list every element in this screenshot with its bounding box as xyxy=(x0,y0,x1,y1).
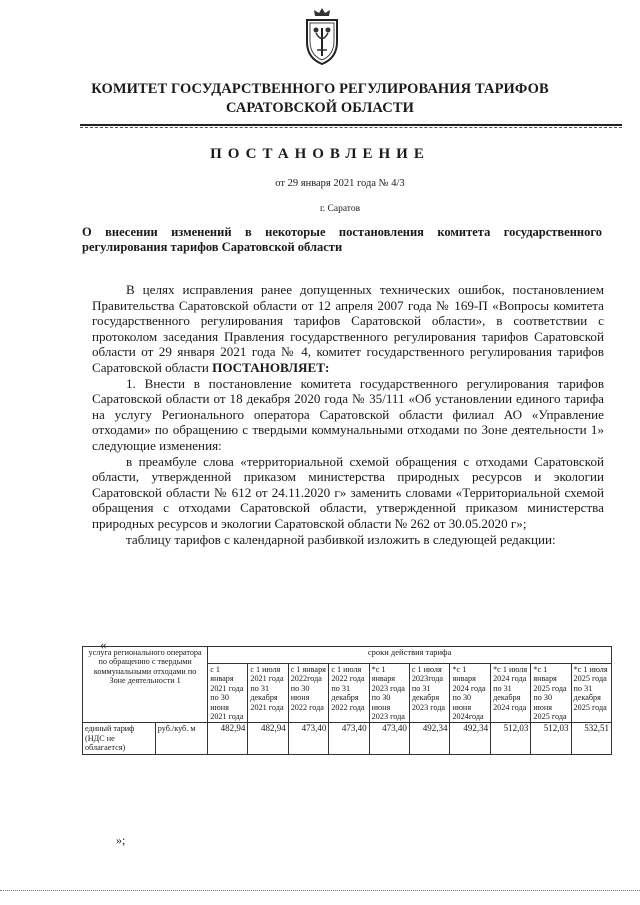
header-rule-dashed xyxy=(80,127,622,128)
tariff-name-cell: единый тариф (НДС не облагается) xyxy=(83,723,156,754)
item-1-paragraph: 1. Внести в постановление комитета государственного регулирования тарифов Саратовской области от 18 декабря 2020 года № 35/111 «Об установлении единого тарифа на услугу Регионального оператора Саратовской области филиал АО «Управление отходами» по обращению с твердыми коммунальными отходами по Зоне деятельности 1» следующие изменения: xyxy=(92,375,604,453)
tariff-value-cell: 473,40 xyxy=(369,723,409,754)
tariff-value-cell: 492,34 xyxy=(450,723,491,754)
service-header-cell: услуга регионального оператора по обращению с твердыми коммунальными отходами по Зоне деятельности 1 xyxy=(83,647,208,723)
terms-header-cell: сроки действия тарифа xyxy=(208,647,612,664)
tariff-table xyxy=(82,646,612,755)
table-row xyxy=(83,723,612,754)
tariff-value-cell: 492,34 xyxy=(409,723,450,754)
tariff-value-cell: 473,40 xyxy=(329,723,369,754)
footer-rule xyxy=(0,890,640,891)
preamble-paragraph xyxy=(92,282,604,376)
period-cell: *с 1 июля 2025 года по 31 декабря 2025 года xyxy=(571,664,611,723)
decree-body xyxy=(92,282,604,547)
tariff-value-cell: 512,03 xyxy=(491,723,531,754)
committee-line-2: САРАТОВСКОЙ ОБЛАСТИ xyxy=(225,100,415,116)
item-1-preamble-change: в преамбуле слова «территориальной схемой обращения с отходами Саратовской области, утвержденной приказом министерства природных ресурсов и экологии Саратовской области № 612 от 24.11.2020 г» заменить словами «Территориальной схемой обращения с отходами Саратовской области, утвержденной приказом министерства природных ресурсов и экологии Саратовской области № 262 от 30.05.2020 г»; xyxy=(92,453,604,531)
period-cell: с 1 июля 2023года по 31 декабря 2023 года xyxy=(409,664,450,723)
tariff-unit-cell: руб./куб. м xyxy=(155,723,207,754)
period-cell: *с 1 июля 2024 года по 31 декабря 2024 года xyxy=(491,664,531,723)
period-cell: с 1 июля 2021 года по 31 декабря 2021 года xyxy=(248,664,288,723)
decree-date-number: от 29 января 2021 года № 4/3 xyxy=(275,178,405,189)
quote-open: « xyxy=(100,637,107,652)
period-cell: с 1 января 2022года по 30 июня 2022 года xyxy=(288,664,329,723)
header-rule xyxy=(80,124,622,126)
tariff-value-cell: 532,51 xyxy=(571,723,611,754)
period-cell: с 1 июля 2022 года по 31 декабря 2022 года xyxy=(329,664,369,723)
tariff-value-cell: 482,94 xyxy=(248,723,288,754)
tariff-value-cell: 512,03 xyxy=(531,723,571,754)
decree-title: ПОСТАНОВЛЕНИЕ xyxy=(210,146,430,162)
quote-close: »; xyxy=(116,833,126,847)
tariff-value-cell: 482,94 xyxy=(208,723,248,754)
coat-of-arms-icon xyxy=(301,6,343,68)
committee-line-1: КОМИТЕТ ГОСУДАРСТВЕННОГО РЕГУЛИРОВАНИЯ ТАРИФОВ xyxy=(91,81,549,97)
tariff-value-cell: 473,40 xyxy=(288,723,329,754)
preamble-text: В целях исправления ранее допущенных технических ошибок, постановлением Правительства Саратовской области от 12 апреля 2007 года № 169-П «Вопросы комитета государственного регулирования тарифов Саратовской области», в соответствии с протоколом заседания Правления государственного регулирования тарифов Саратовской области от 29 января 2021 года № 4, комитет государственного регулирования тарифов Саратовской области xyxy=(92,282,604,375)
item-1-table-change: таблицу тарифов с календарной разбивкой изложить в следующей редакции: xyxy=(126,531,556,547)
resolves-word: ПОСТАНОВЛЯЕТ: xyxy=(212,359,330,375)
decree-subject: О внесении изменений в некоторые постановления комитета государственного регулирования тарифов Саратовской области xyxy=(82,225,602,254)
period-cell: *с 1 января 2025 года по 30 июня 2025 года xyxy=(531,664,571,723)
period-cell: *с 1 января 2024 года по 30 июня 2024года xyxy=(450,664,491,723)
period-cell: с 1 января 2021 года по 30 июня 2021 года xyxy=(208,664,248,723)
decree-city: г. Саратов xyxy=(319,204,361,214)
table-header-row xyxy=(83,647,612,664)
committee-name xyxy=(40,80,600,118)
period-cell: *с 1 января 2023 года по 30 июня 2023 года xyxy=(369,664,409,723)
